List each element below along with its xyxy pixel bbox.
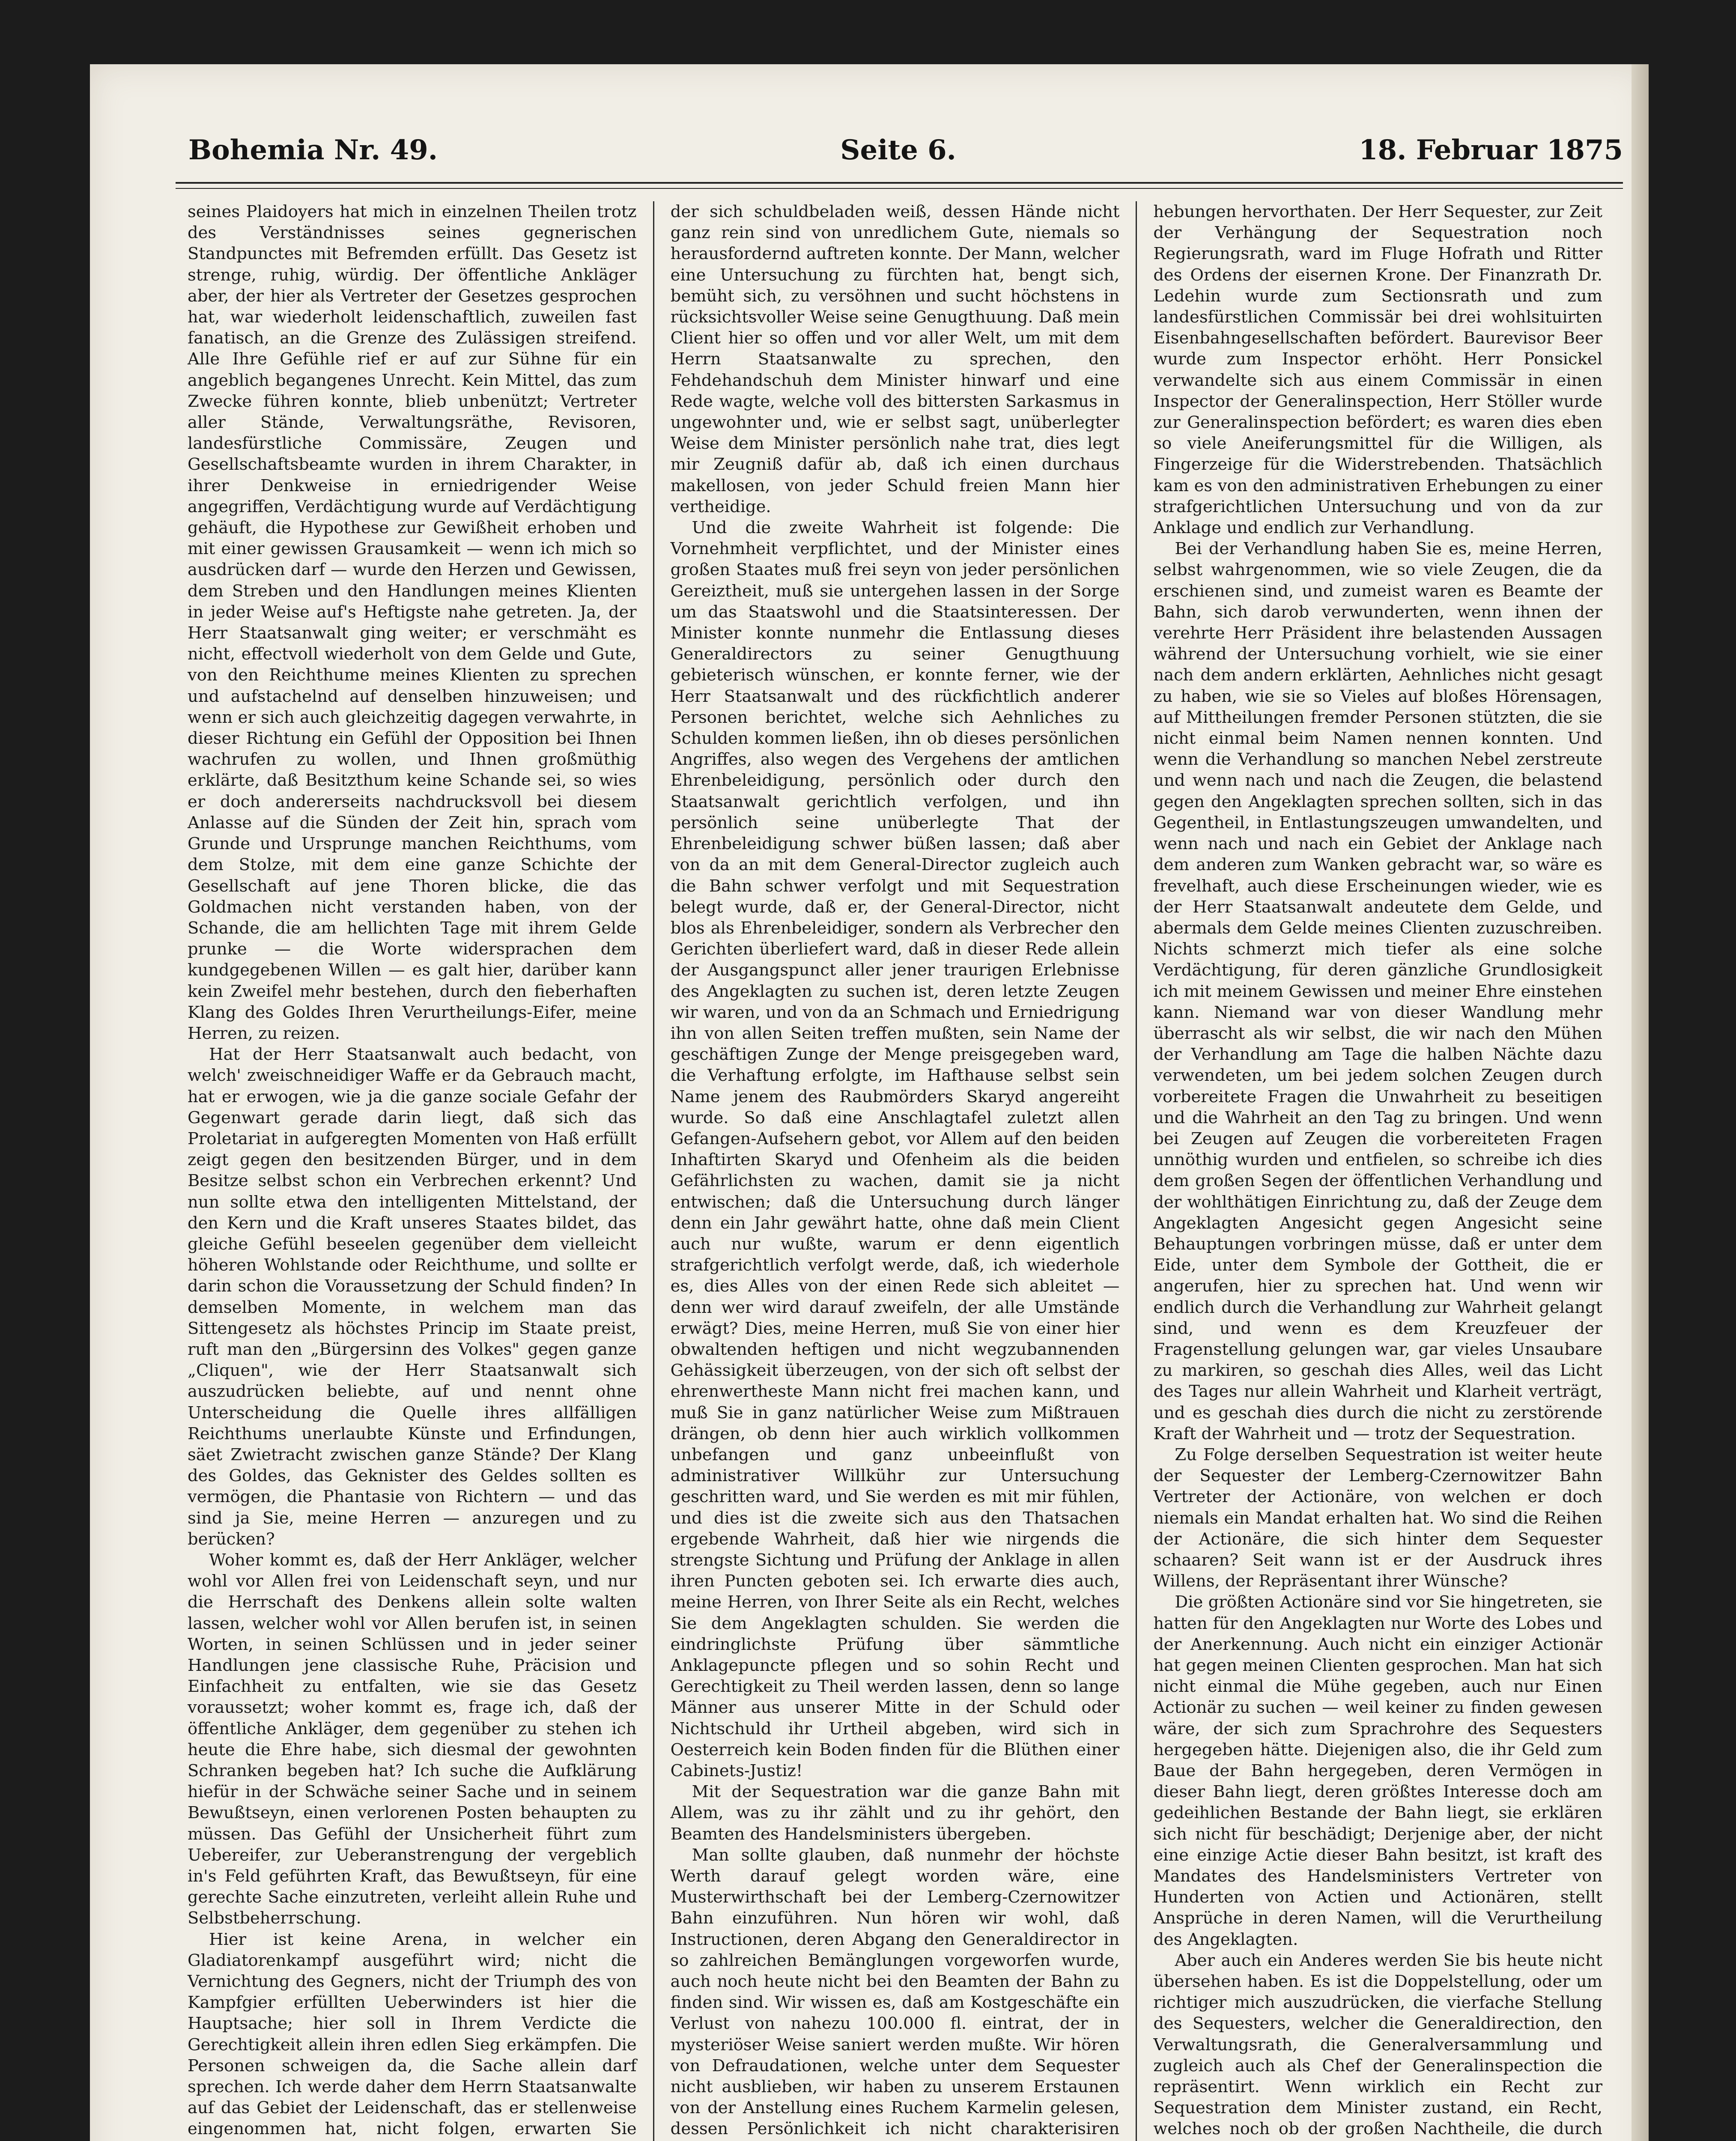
column-2 — [653, 201, 1136, 2141]
issue-date: 18. Februar 1875 — [1359, 134, 1623, 166]
article-paragraph: hebungen hervorthaten. Der Herr Sequester, zur Zeit der Verhängung der Sequestration noch Regierungsrath, ward im Fluge Hofrath und Ritter des Ordens der eisernen Krone. Der Finanzrath Dr. Ledehin wurde zum Sectionsrath und zum landesfürstlichen Commissär bei drei wohlsituirten Eisenbahngesellschaften befördert. Baurevisor Beer wurde zum Inspector erhöht. Herr Ponsickel verwandelte sich aus einem Commissär in einen Inspector der Generalinspection, Herr Stöller wurde zur Generalinspection befördert; es waren dies eben so viele Aneiferungsmittel für die Willigen, als Fingerzeige für die Widerstrebenden. Thatsächlich kam es von den administrativen Erhebungen zu einer strafgerichtlichen Untersuchung und von da zur Anklage und endlich zur Verhandlung. — [1153, 202, 1603, 538]
newspaper-page — [90, 64, 1649, 2141]
article-paragraph: Hier ist keine Arena, in welcher ein Gladiatorenkampf ausgeführt wird; nicht die Vernichtung des Gegners, nicht der Triumph des von Kampfgier erfüllten Ueberwinders ist hier die Hauptsache; hier soll in Ihrem Verdicte die Gerechtigkeit allein ihren edlen Sieg erkämpfen. Die Personen schweigen da, die Sache allein darf sprechen. Ich werde daher dem Herrn Staatsanwalte auf das Gebiet der Leidenschaft, das er stellenweise eingenommen hat, nicht folgen, erwarten Sie — [188, 1929, 637, 2139]
article-paragraph: Die größten Actionäre sind vor Sie hingetreten, sie hatten für den Angeklagten nur Worte des Lobes und der Anerkennung. Auch nicht ein einziger Actionär hat gegen meinen Clienten gesprochen. Man hat sich nicht einmal die Mühe gegeben, auch nur Einen Actionär zu suchen — weil keiner zu finden gewesen wäre, der sich zum Sprachrohre des Sequesters hergegeben hätte. Diejenigen also, die ihr Geld zum Baue der Bahn hergegeben, deren Vermögen in dieser Bahn liegt, deren größtes Interesse doch am gedeihlichen Bestande der Bahn liegt, sie erklären sich nicht für beschädigt; Derjenige aber, der nicht eine einzige Actie dieser Bahn besitzt, ist kraft des Mandates des Handelsministers Vertreter von Hunderten von Actien und Actionären, stellt Ansprüche in deren Namen, will die Verurtheilung des Angeklagten. — [1153, 1592, 1603, 1949]
page-header — [188, 124, 1623, 176]
article-paragraph: seines Plaidoyers hat mich in einzelnen Theilen trotz des Verständnisses seines gegnerischen Standpunctes mit Befremden erfüllt. Das Gesetz ist strenge, ruhig, würdig. Der öffentliche Ankläger aber, der hier als Vertreter der Gesetzes gesprochen hat, war wiederholt leidenschaftlich, zuweilen fast fanatisch, an die Grenze des Zulässigen streifend. Alle Ihre Gefühle rief er auf zur Sühne für ein angeblich begangenes Unrecht. Kein Mittel, das zum Zwecke führen konnte, blieb unbenützt; Vertreter aller Stände, Verwaltungsräthe, Revisoren, landesfürstliche Commissäre, Zeugen und Gesellschaftsbeamte wurden in ihrem Charakter, in ihrer Denkweise in erniedrigender Weise angegriffen, Verdächtigung wurde auf Verdächtigung gehäuft, die Hypothese zur Gewißheit erhoben und mit einer gewissen Grausamkeit — wenn ich mich so ausdrücken darf — wurde den Herzen und Gewissen, dem Streben und den Handlungen meines Klienten in jeder Weise auf's Heftigste nahe getreten. Ja, der Herr Staatsanwalt ging weiter; er verschmäht es nicht, effectvoll wiederholt von dem Gelde und Gute, von den Reichthume meines Klienten zu sprechen und aufstachelnd auf denselben hinzuweisen; und wenn er sich auch gleichzeitig dagegen verwahrte, in dieser Richtung ein Gefühl der Opposition bei Ihnen wachrufen zu wollen, und Ihnen großmüthig erklärte, daß Besitzthum keine Schande sei, so wies er doch andererseits nachdrucksvoll bei diesem Anlasse auf die Sünden der Zeit hin, sprach vom Grunde und Ursprunge manchen Reichthums, vom dem Stolze, mit dem eine ganze Schichte der Gesellschaft auf jene Thoren blicke, die das Goldmachen nicht verstanden haben, von der Schande, die am hellichten Tage mit ihrem Gelde prunke — die Worte widersprachen dem kundgegebenen Willen — es galt hier, darüber kann kein Zweifel mehr bestehen, durch den fieberhaften Klang des Goldes Ihren Verurtheilungs-Eifer, meine Herren, zu reizen. — [188, 202, 637, 1043]
issue-number: Bohemia Nr. 49. — [188, 134, 438, 166]
article-paragraph: Bei der Verhandlung haben Sie es, meine Herren, selbst wahrgenommen, wie so viele Zeugen, die da erschienen sind, und zumeist waren es Beamte der Bahn, sich darob verwunderten, wenn ihnen der verehrte Herr Präsident ihre belastenden Aussagen während der Untersuchung vorhielt, wie sie einer nach dem andern erklärten, Aehnliches nicht gesagt zu haben, wie sie so Vieles auf bloßes Hörensagen, auf Mittheilungen fremder Personen stützten, die sie nicht einmal beim Namen nennen konnten. Und wenn die Verhandlung so manchen Nebel zerstreute und wenn nach und nach die Zeugen, die belastend gegen den Angeklagten sprechen sollten, sich in das Gegentheil, in Entlastungszeugen umwandelten, und wenn nach und nach ein Gebiet der Anklage nach dem anderen zum Wanken gebracht war, so wäre es frevelhaft, auch diese Erscheinungen wieder, wie es der Herr Staatsanwalt andeutete dem Gelde, und abermals dem Gelde meines Clienten zuzuschreiben. Nichts schmerzt mich tiefer als eine solche Verdächtigung, für deren gänzliche Grundlosigkeit ich mit meinem Gewissen und meiner Ehre einstehen kann. Niemand war von dieser Wandlung mehr überrascht als wir selbst, die wir nach den Mühen der Verhandlung am Tage die halben Nächte dazu verwendeten, um bei jedem solchen Zeugen durch vorbereitete Fragen die Unwahrheit zu beseitigen und die Wahrheit an den Tag zu bringen. Und wenn bei Zeugen auf Zeugen die vorbereiteten Fragen unnöthig wurden und entfielen, so schreibe ich dies dem großen Segen der öffentlichen Verhandlung und der wohlthätigen Einrichtung zu, daß der Zeuge dem Angeklagten Angesicht gegen Angesicht seine Behauptungen vorbringen müsse, daß er unter dem Eide, unter dem Symbole der Gottheit, die er angerufen, hier zu sprechen hat. Und wenn wir endlich durch die Verhandlung zur Wahrheit gelangt sind, und wenn es dem Kreuzfeuer der Fragenstellung gelungen war, gar vieles Unsaubare zu markiren, so geschah dies Alles, weil das Licht des Tages nur allein Wahrheit und Klarheit verträgt, und es geschah dies durch die nicht zu zerstörende Kraft der Wahrheit und — trotz der Sequestration. — [1153, 539, 1603, 1443]
article-paragraph: der sich schuldbeladen weiß, dessen Hände nicht ganz rein sind von unredlichem Gute, niemals so herausfordernd auftreten konnte. Der Mann, welcher eine Untersuchung zu fürchten hat, bengt sich, bemüht sich, zu versöhnen und sucht höchstens in rücksichtsvoller Weise seine Genugthuung. Daß mein Client hier so offen und vor aller Welt, um mit dem Herrn Staatsanwalte zu sprechen, den Fehdehandschuh dem Minister hinwarf und eine Rede wagte, welche voll des bittersten Sarkasmus in ungewohnter und, wie er selbst sagt, unüberlegter Weise dem Minister persönlich nahe trat, dies legt mir Zeugniß dafür ab, daß ich einen durchaus makellosen, von jeder Schuld freien Mann hier vertheidige. — [670, 202, 1120, 516]
article-paragraph: Man sollte glauben, daß nunmehr der höchste Werth darauf gelegt worden wäre, eine Musterwirthschaft bei der Lemberg-Czernowitzer Bahn einzuführen. Nun hören wir wohl, daß Instructionen, deren Abgang den Generaldirector in so zahlreichen Bemänglungen vorgeworfen wurde, auch noch heute nicht bei den Beamten der Bahn zu finden sind. Wir wissen es, daß am Kostgeschäfte ein Verlust von nahezu 100.000 fl. eintrat, der in mysteriöser Weise saniert werden mußte. Wir hören von Defraudationen, welche unter dem Sequester nicht ausblieben, wir haben zu unserem Erstaunen von der Anstellung eines Ruchem Karmelin gelesen, dessen Persönlichkeit ich nicht charakterisiren — [670, 1845, 1120, 2139]
header-rule — [176, 182, 1623, 189]
page-number: Seite 6. — [840, 134, 956, 166]
text-columns — [171, 201, 1619, 2141]
article-paragraph: Aber auch ein Anderes werden Sie bis heute nicht übersehen haben. Es ist die Doppelstellung, oder um richtiger mich auszudrücken, die vierfache Stellung des Sequesters, welcher die Generaldirection, den Verwaltungsrath, die Generalversammlung und zugleich auch als Chef der Generalinspection die repräsentirt. Wenn wirklich ein Recht zur Sequestration dem Minister zustand, ein Recht, welches noch ob der großen Nachtheile, die durch — [1153, 1950, 1603, 2139]
column-3 — [1136, 201, 1619, 2141]
article-paragraph: Mit der Sequestration war die ganze Bahn mit Allem, was zu ihr zählt und zu ihr gehört, den Beamten des Handelsministers übergeben. — [670, 1782, 1120, 1844]
page-binding-edge — [1632, 64, 1649, 2141]
article-paragraph: Zu Folge derselben Sequestration ist weiter heute der Sequester der Lemberg-Czernowitzer Bahn Vertreter der Actionäre, von welchen er doch niemals ein Mandat erhalten hat. Wo sind die Reihen der Actionäre, die sich hinter dem Sequester schaaren? Seit wann ist er der Ausdruck ihres Willens, der Repräsentant ihrer Wünsche? — [1153, 1445, 1603, 1591]
article-paragraph: Und die zweite Wahrheit ist folgende: Die Vornehmheit verpflichtet, und der Minister eines großen Staates muß frei seyn von jeder persönlichen Gereiztheit, muß sie untergehen lassen in der Sorge um das Staatswohl und die Staatsinteressen. Der Minister konnte nunmehr die Entlassung dieses Generaldirectors zu seiner Genugthuung gebieterisch wünschen, er konnte ferner, wie der Herr Staatsanwalt und des rückfichtlich anderer Personen berichtet, welche sich Aehnliches zu Schulden kommen ließen, ihn ob dieses persönlichen Angriffes, also wegen des Vergehens der amtlichen Ehrenbeleidigung, persönlich oder durch den Staatsanwalt gerichtlich verfolgen, und ihn persönlich seine unüberlegte That der Ehrenbeleidigung schwer büßen lassen; daß aber von da an mit dem General-Director zugleich auch die Bahn schwer verfolgt und mit Sequestration belegt wurde, daß er, der General-Director, nicht blos als Ehrenbeleidiger, sondern als Verbrecher den Gerichten überliefert ward, daß in dieser Rede allein der Ausgangspunct aller jener traurigen Erlebnisse des Angeklagten zu suchen ist, deren letzte Zeugen wir waren, und von da an Schmach und Erniedrigung ihn von allen Seiten treffen mußten, sein Name der geschäftigen Zunge der Menge preisgegeben ward, die Verhaftung erfolgte, im Hafthause selbst sein Name jenem des Raubmörders Skaryd angereiht wurde. So daß eine Anschlagtafel zuletzt allen Gefangen-Aufsehern gebot, vor Allem auf den beiden Inhaftirten Skaryd und Ofenheim als die beiden Gefährlichsten zu wachen, damit sie ja nicht entwischen; daß die Untersuchung durch länger denn ein Jahr gewährt hatte, ohne daß mein Client auch nur wußte, warum er denn eigentlich strafgerichtlich verfolgt werde, daß, ich wiederhole es, dies Alles von der einen Rede sich ableitet — denn wer wird darauf zweifeln, der alle Umstände erwägt? Dies, meine Herren, muß Sie von einer hier obwaltenden heftigen und nicht wegzubannenden Gehässigkeit überzeugen, von der sich oft selbst der ehrenwertheste Mann nicht frei machen kann, und muß Sie in ganz natürlicher Weise zum Mißtrauen drängen, ob denn hier auch wirklich vollkommen unbefangen und ganz unbeeinflußt von administrativer Willkühr zur Untersuchung geschritten ward, und Sie werden es mit mir fühlen, und dies ist die zweite sich aus den Thatsachen ergebende Wahrheit, daß hier wie nirgends die strengste Sichtung und Prüfung der Anklage in allen ihren Puncten geboten sei. Ich erwarte dies auch, meine Herren, von Ihrer Seite als ein Recht, welches Sie dem Angeklagten schulden. Sie werden die eindringlichste Prüfung über sämmtliche Anklagepuncte pflegen und so sohin Recht und Gerechtigkeit zu Theil werden lassen, denn so lange Männer aus unserer Mitte in der Schuld oder Nichtschuld ihr Urtheil abgeben, wird sich in Oesterreich kein Boden finden für die Blüthen einer Cabinets-Justiz! — [670, 518, 1120, 1781]
article-paragraph: Woher kommt es, daß der Herr Ankläger, welcher wohl vor Allen frei von Leidenschaft seyn, und nur die Herrschaft des Denkens allein solte walten lassen, welcher wohl vor Allen berufen ist, in seinen Worten, in seinen Schlüssen und in jeder seiner Handlungen jene classische Ruhe, Präcision und Einfachheit zu entfalten, wie sie das Gesetz voraussetzt; woher kommt es, frage ich, daß der öffentliche Ankläger, dem gegenüber zu stehen ich heute die Ehre habe, sich diesmal der gewohnten Schranken begeben hat? Ich suche die Aufklärung hiefür in der Schwäche seiner Sache und in seinem Bewußtseyn, einen verlorenen Posten behaupten zu müssen. Das Gefühl der Unsicherheit führt zum Uebereifer, zur Ueberanstrengung der vergeblich in's Feld geführten Kraft, das Bewußtseyn, für eine gerechte Sache einzutreten, verleiht allein Ruhe und Selbstbeherrschung. — [188, 1551, 637, 1928]
article-paragraph: Hat der Herr Staatsanwalt auch bedacht, von welch' zweischneidiger Waffe er da Gebrauch macht, hat er erwogen, wie ja die ganze sociale Gefahr der Gegenwart gerade darin liegt, daß sich das Proletariat in aufgeregten Momenten von Haß erfüllt zeigt gegen den besitzenden Bürger, und in dem Besitze selbst schon ein Verbrechen erkennt? Und nun sollte etwa den intelligenten Mittelstand, der den Kern und die Kraft unseres Staates bildet, das gleiche Gefühl beseelen gegenüber dem vielleicht höheren Wohlstande oder Reichthume, und sollte er darin schon die Voraussetzung der Schuld finden? In demselben Momente, in welchem man das Sittengesetz als höchstes Princip im Staate preist, ruft man den „Bürgersinn des Volkes" gegen ganze „Cliquen", wie der Herr Staatsanwalt sich auszudrücken beliebte, auf und nennt ohne Unterscheidung die Quelle ihres allfälligen Reichthums unerlaubte Künste und Erfindungen, säet Zwietracht zwischen ganze Stände? Der Klang des Goldes, das Geknister des Geldes sollten es vermögen, die Phantasie von Richtern — und das sind ja Sie, meine Herren — anzuregen und zu berücken? — [188, 1045, 637, 1549]
column-1 — [171, 201, 653, 2141]
